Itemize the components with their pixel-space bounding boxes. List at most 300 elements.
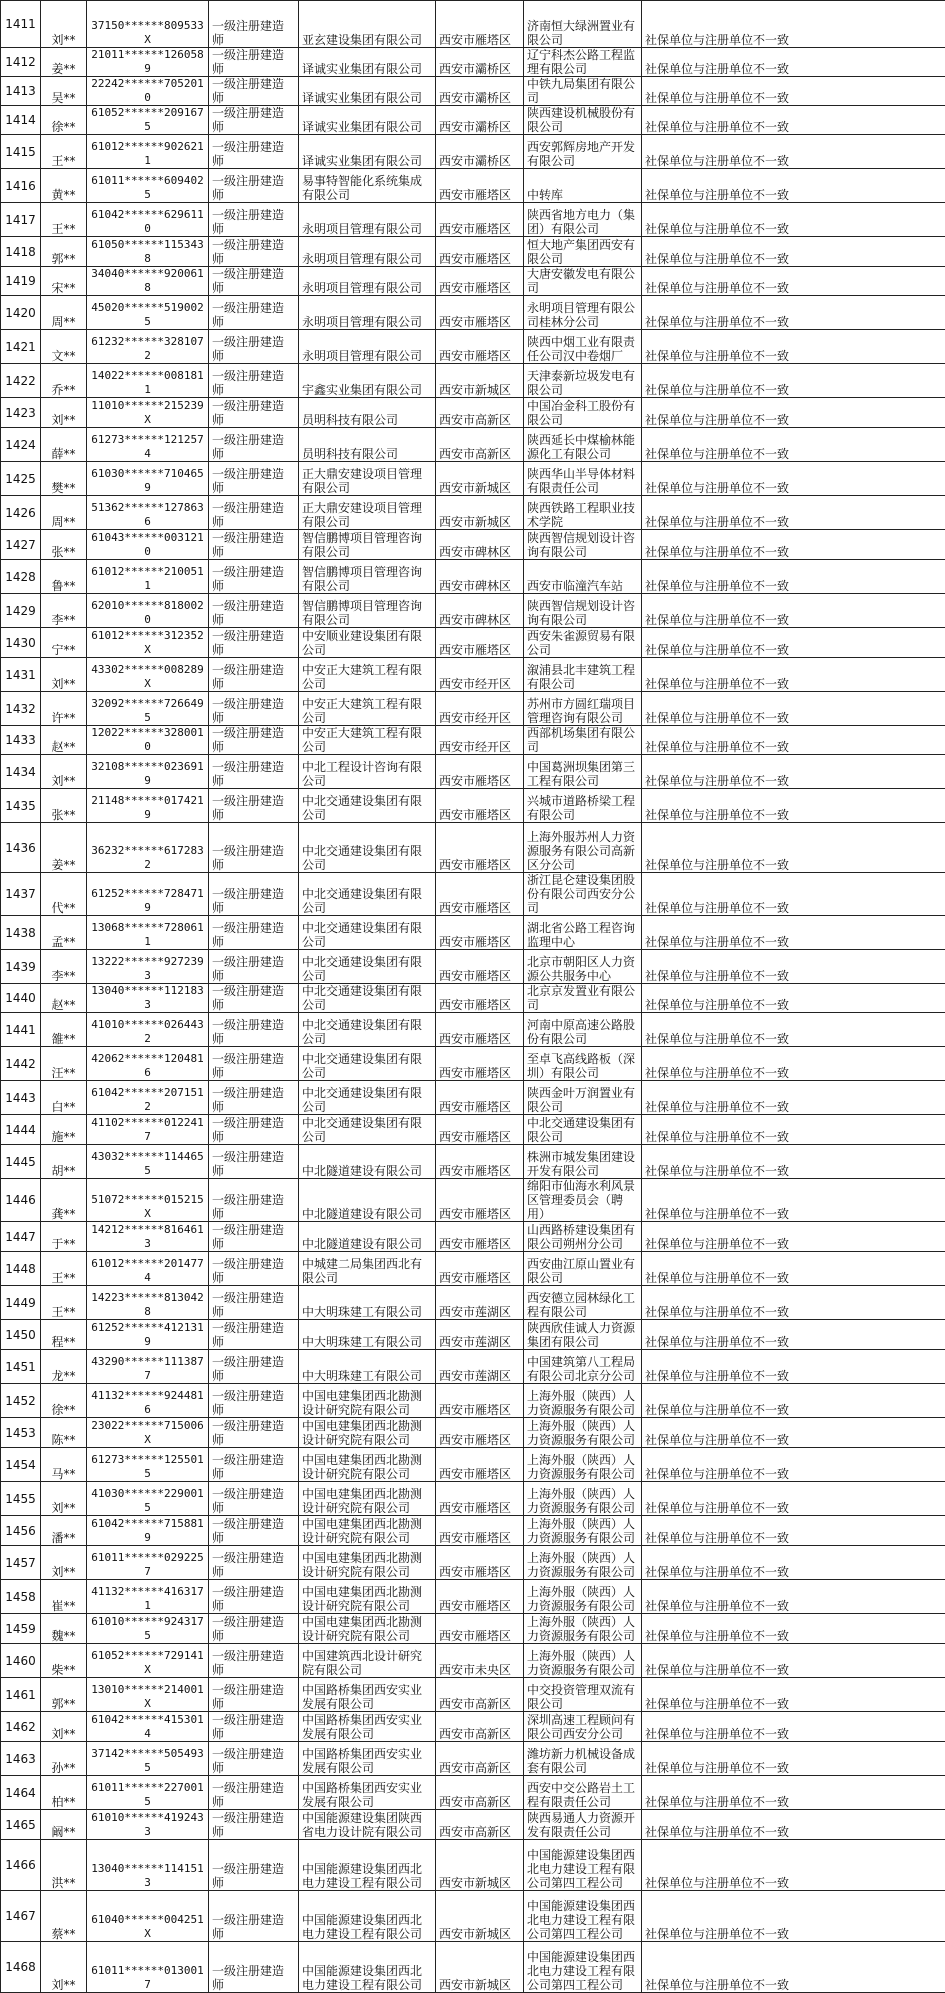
row-note: 社保单位与注册单位不一致 xyxy=(642,1678,945,1712)
row-region: 西安市灞桥区 xyxy=(436,106,524,135)
row-name: 龙** xyxy=(41,1350,87,1384)
row-company: 中北工程设计咨询有限公司 xyxy=(299,755,436,789)
row-grade: 一级注册建造师 xyxy=(209,1891,299,1942)
row-company: 中北交通建设集团有限公司 xyxy=(299,1081,436,1115)
row-name: 刘** xyxy=(41,1712,87,1742)
row-company: 智信鹏博项目管理咨询有限公司 xyxy=(299,530,436,560)
row-grade: 一级注册建造师 xyxy=(209,916,299,950)
row-id: 61011******0292257 xyxy=(87,1546,209,1580)
row-note: 社保单位与注册单位不一致 xyxy=(642,1179,945,1222)
row-company: 员明科技有限公司 xyxy=(299,398,436,428)
row-insured-unit: 深圳高速工程顾问有限公司西安分公司 xyxy=(524,1712,642,1742)
row-region: 西安市灞桥区 xyxy=(436,135,524,169)
row-region: 西安市雁塔区 xyxy=(436,823,524,873)
row-number: 1440 xyxy=(1,984,41,1013)
table-row xyxy=(1,1,945,48)
row-grade: 一级注册建造师 xyxy=(209,169,299,203)
row-grade: 一级注册建造师 xyxy=(209,726,299,755)
row-name: 张** xyxy=(41,789,87,823)
row-name: 吴** xyxy=(41,77,87,106)
row-region: 西安市高新区 xyxy=(436,1742,524,1776)
row-insured-unit: 中北交通建设集团有限公司 xyxy=(524,1115,642,1145)
row-grade: 一级注册建造师 xyxy=(209,1546,299,1580)
row-id: 21011******1260589 xyxy=(87,48,209,77)
table-row xyxy=(1,1712,945,1742)
row-region: 西安市新城区 xyxy=(436,496,524,530)
row-region: 西安市雁塔区 xyxy=(436,950,524,984)
row-note: 社保单位与注册单位不一致 xyxy=(642,106,945,135)
row-id: 61011******0130017 xyxy=(87,1942,209,1993)
row-grade: 一级注册建造师 xyxy=(209,789,299,823)
row-number: 1420 xyxy=(1,296,41,330)
row-name: 王** xyxy=(41,135,87,169)
row-grade: 一级注册建造师 xyxy=(209,1179,299,1222)
row-company: 中国路桥集团西安实业发展有限公司 xyxy=(299,1776,436,1810)
table-row xyxy=(1,1942,945,1993)
row-region: 西安市新城区 xyxy=(436,1891,524,1942)
row-name: 李** xyxy=(41,594,87,628)
row-insured-unit: 济南恒大绿洲置业有限公司 xyxy=(524,1,642,48)
row-company: 译诚实业集团有限公司 xyxy=(299,48,436,77)
row-insured-unit: 陕西建设机械股份有限公司 xyxy=(524,106,642,135)
row-insured-unit: 上海外服苏州人力资源服务有限公司高新区分公司 xyxy=(524,823,642,873)
row-region: 西安市灞桥区 xyxy=(436,48,524,77)
row-company: 永明项目管理有限公司 xyxy=(299,237,436,267)
row-note: 社保单位与注册单位不一致 xyxy=(642,984,945,1013)
table-row xyxy=(1,330,945,364)
row-number: 1423 xyxy=(1,398,41,428)
row-grade: 一级注册建造师 xyxy=(209,267,299,296)
row-name: 刘** xyxy=(41,1,87,48)
row-id: 14212******8164613 xyxy=(87,1222,209,1252)
row-grade: 一级注册建造师 xyxy=(209,77,299,106)
row-region: 西安市雁塔区 xyxy=(436,1013,524,1047)
row-company: 中国路桥集团西安实业发展有限公司 xyxy=(299,1742,436,1776)
row-grade: 一级注册建造师 xyxy=(209,1840,299,1891)
row-id: 61030******7104659 xyxy=(87,462,209,496)
row-region: 西安市未央区 xyxy=(436,1644,524,1678)
row-id: 11010******215239X xyxy=(87,398,209,428)
row-company: 中城建二局集团西北有限公司 xyxy=(299,1252,436,1286)
row-number: 1438 xyxy=(1,916,41,950)
row-id: 22242******7052010 xyxy=(87,77,209,106)
table-row xyxy=(1,1384,945,1418)
row-company: 译诚实业集团有限公司 xyxy=(299,106,436,135)
table-body xyxy=(1,1,945,1993)
row-grade: 一级注册建造师 xyxy=(209,1222,299,1252)
row-id: 61042******2071512 xyxy=(87,1081,209,1115)
row-id: 61052******2091675 xyxy=(87,106,209,135)
row-company: 正大鼎安建设项目管理有限公司 xyxy=(299,496,436,530)
row-grade: 一级注册建造师 xyxy=(209,950,299,984)
table-row xyxy=(1,1286,945,1320)
row-region: 西安市高新区 xyxy=(436,1810,524,1840)
row-id: 61012******9026211 xyxy=(87,135,209,169)
row-insured-unit: 中国葛洲坝集团第三工程有限公司 xyxy=(524,755,642,789)
row-number: 1465 xyxy=(1,1810,41,1840)
row-company: 中国电建集团西北勘测设计研究院有限公司 xyxy=(299,1580,436,1614)
row-company: 智信鹏博项目管理咨询有限公司 xyxy=(299,560,436,594)
row-number: 1460 xyxy=(1,1644,41,1678)
row-note: 社保单位与注册单位不一致 xyxy=(642,1418,945,1448)
table-row xyxy=(1,77,945,106)
row-note: 社保单位与注册单位不一致 xyxy=(642,1448,945,1482)
row-name: 王** xyxy=(41,1252,87,1286)
row-grade: 一级注册建造师 xyxy=(209,1580,299,1614)
table-row xyxy=(1,462,945,496)
row-grade: 一级注册建造师 xyxy=(209,1482,299,1516)
row-insured-unit: 陕西延长中煤榆林能源化工有限公司 xyxy=(524,428,642,462)
row-insured-unit: 绵阳市仙海水利风景区管理委员会（聘用） xyxy=(524,1179,642,1222)
row-company: 中北交通建设集团有限公司 xyxy=(299,1047,436,1081)
row-region: 西安市高新区 xyxy=(436,1678,524,1712)
row-id: 41132******4163171 xyxy=(87,1580,209,1614)
row-id: 13010******214001X xyxy=(87,1678,209,1712)
table-row xyxy=(1,203,945,237)
row-region: 西安市雁塔区 xyxy=(436,1081,524,1115)
row-grade: 一级注册建造师 xyxy=(209,106,299,135)
table-row xyxy=(1,106,945,135)
row-name: 胡** xyxy=(41,1145,87,1179)
row-region: 西安市雁塔区 xyxy=(436,1179,524,1222)
row-grade: 一级注册建造师 xyxy=(209,330,299,364)
row-company: 中国电建集团西北勘测设计研究院有限公司 xyxy=(299,1516,436,1546)
row-company: 中北隧道建设有限公司 xyxy=(299,1222,436,1252)
row-note: 社保单位与注册单位不一致 xyxy=(642,692,945,726)
row-id: 61012******312352X xyxy=(87,628,209,658)
row-note: 社保单位与注册单位不一致 xyxy=(642,1145,945,1179)
table-row xyxy=(1,1418,945,1448)
row-name: 张** xyxy=(41,530,87,560)
row-name: 程** xyxy=(41,1320,87,1350)
row-region: 西安市新城区 xyxy=(436,1840,524,1891)
row-number: 1457 xyxy=(1,1546,41,1580)
row-name: 周** xyxy=(41,496,87,530)
row-id: 61252******4121319 xyxy=(87,1320,209,1350)
row-grade: 一级注册建造师 xyxy=(209,1252,299,1286)
row-name: 柏** xyxy=(41,1776,87,1810)
row-region: 西安市雁塔区 xyxy=(436,1252,524,1286)
row-insured-unit: 上海外服（陕西）人力资源服务有限公司 xyxy=(524,1418,642,1448)
row-note: 社保单位与注册单位不一致 xyxy=(642,1546,945,1580)
row-note: 社保单位与注册单位不一致 xyxy=(642,1580,945,1614)
row-region: 西安市雁塔区 xyxy=(436,1482,524,1516)
row-insured-unit: 北京市朝阳区人力资源公共服务中心 xyxy=(524,950,642,984)
table-row xyxy=(1,1222,945,1252)
row-region: 西安市莲湖区 xyxy=(436,1286,524,1320)
row-region: 西安市雁塔区 xyxy=(436,873,524,916)
row-name: 樊** xyxy=(41,462,87,496)
row-region: 西安市雁塔区 xyxy=(436,1,524,48)
row-grade: 一级注册建造师 xyxy=(209,1,299,48)
row-insured-unit: 陕西智信规划设计咨询有限公司 xyxy=(524,530,642,560)
row-name: 蔡** xyxy=(41,1891,87,1942)
row-name: 薛** xyxy=(41,428,87,462)
row-insured-unit: 苏州市方圆红瑞项目管理咨询有限公司 xyxy=(524,692,642,726)
row-note: 社保单位与注册单位不一致 xyxy=(642,203,945,237)
row-grade: 一级注册建造师 xyxy=(209,1320,299,1350)
row-insured-unit: 西安郭辉房地产开发有限公司 xyxy=(524,135,642,169)
row-id: 51362******1278636 xyxy=(87,496,209,530)
row-region: 西安市高新区 xyxy=(436,1712,524,1742)
row-company: 中北交通建设集团有限公司 xyxy=(299,823,436,873)
row-note: 社保单位与注册单位不一致 xyxy=(642,1047,945,1081)
row-note: 社保单位与注册单位不一致 xyxy=(642,1482,945,1516)
row-region: 西安市新城区 xyxy=(436,462,524,496)
row-grade: 一级注册建造师 xyxy=(209,1614,299,1644)
row-number: 1424 xyxy=(1,428,41,462)
row-number: 1455 xyxy=(1,1482,41,1516)
row-note: 社保单位与注册单位不一致 xyxy=(642,560,945,594)
row-id: 61011******6094025 xyxy=(87,169,209,203)
row-id: 37142******5054935 xyxy=(87,1742,209,1776)
row-name: 姜** xyxy=(41,823,87,873)
row-note: 社保单位与注册单位不一致 xyxy=(642,1742,945,1776)
row-region: 西安市雁塔区 xyxy=(436,1384,524,1418)
row-note: 社保单位与注册单位不一致 xyxy=(642,135,945,169)
row-number: 1426 xyxy=(1,496,41,530)
row-number: 1450 xyxy=(1,1320,41,1350)
row-name: 宁** xyxy=(41,628,87,658)
row-region: 西安市雁塔区 xyxy=(436,628,524,658)
row-insured-unit: 河南中原高速公路股份有限公司 xyxy=(524,1013,642,1047)
row-note: 社保单位与注册单位不一致 xyxy=(642,823,945,873)
row-note: 社保单位与注册单位不一致 xyxy=(642,267,945,296)
row-note: 社保单位与注册单位不一致 xyxy=(642,658,945,692)
row-insured-unit: 陕西省地方电力（集团）有限公司 xyxy=(524,203,642,237)
row-insured-unit: 潍坊新力机械设备成套有限公司 xyxy=(524,1742,642,1776)
row-note: 社保单位与注册单位不一致 xyxy=(642,1115,945,1145)
row-insured-unit: 山西路桥建设集团有限公司朔州分公司 xyxy=(524,1222,642,1252)
table-row xyxy=(1,789,945,823)
table-row xyxy=(1,496,945,530)
row-number: 1431 xyxy=(1,658,41,692)
row-insured-unit: 西安曲江原山置业有限公司 xyxy=(524,1252,642,1286)
row-id: 61042******7158819 xyxy=(87,1516,209,1546)
row-insured-unit: 中铁九局集团有限公司 xyxy=(524,77,642,106)
row-insured-unit: 大唐安徽发电有限公司 xyxy=(524,267,642,296)
row-grade: 一级注册建造师 xyxy=(209,560,299,594)
row-company: 中北交通建设集团有限公司 xyxy=(299,984,436,1013)
row-number: 1452 xyxy=(1,1384,41,1418)
row-company: 中北交通建设集团有限公司 xyxy=(299,873,436,916)
row-id: 13040******1121833 xyxy=(87,984,209,1013)
row-insured-unit: 陕西欣佳诚人力资源集团有限公司 xyxy=(524,1320,642,1350)
row-name: 郭** xyxy=(41,1678,87,1712)
table-row xyxy=(1,1013,945,1047)
row-note: 社保单位与注册单位不一致 xyxy=(642,530,945,560)
row-company: 中大明珠建工有限公司 xyxy=(299,1286,436,1320)
row-name: 刘** xyxy=(41,658,87,692)
row-grade: 一级注册建造师 xyxy=(209,755,299,789)
row-company: 亚玄建设集团有限公司 xyxy=(299,1,436,48)
row-id: 21148******0174219 xyxy=(87,789,209,823)
row-company: 永明项目管理有限公司 xyxy=(299,267,436,296)
row-number: 1436 xyxy=(1,823,41,873)
row-grade: 一级注册建造师 xyxy=(209,1448,299,1482)
row-note: 社保单位与注册单位不一致 xyxy=(642,873,945,916)
row-number: 1437 xyxy=(1,873,41,916)
row-grade: 一级注册建造师 xyxy=(209,1644,299,1678)
table-row xyxy=(1,1678,945,1712)
row-grade: 一级注册建造师 xyxy=(209,1145,299,1179)
row-region: 西安市经开区 xyxy=(436,726,524,755)
row-number: 1445 xyxy=(1,1145,41,1179)
row-note: 社保单位与注册单位不一致 xyxy=(642,1516,945,1546)
row-insured-unit: 上海外服（陕西）人力资源服务有限公司 xyxy=(524,1384,642,1418)
row-company: 中国能源建设集团西北电力建设工程有限公司 xyxy=(299,1840,436,1891)
row-name: 许** xyxy=(41,692,87,726)
row-insured-unit: 陕西铁路工程职业技术学院 xyxy=(524,496,642,530)
row-region: 西安市雁塔区 xyxy=(436,1047,524,1081)
row-name: 赵** xyxy=(41,984,87,1013)
row-grade: 一级注册建造师 xyxy=(209,594,299,628)
row-number: 1425 xyxy=(1,462,41,496)
row-company: 中大明珠建工有限公司 xyxy=(299,1320,436,1350)
row-note: 社保单位与注册单位不一致 xyxy=(642,1350,945,1384)
row-number: 1462 xyxy=(1,1712,41,1742)
row-company: 中国能源建设集团陕西省电力设计院有限公司 xyxy=(299,1810,436,1840)
row-company: 中国能源建设集团西北电力建设工程有限公司 xyxy=(299,1891,436,1942)
row-grade: 一级注册建造师 xyxy=(209,1516,299,1546)
table-row xyxy=(1,296,945,330)
table-row xyxy=(1,267,945,296)
table-row xyxy=(1,692,945,726)
row-insured-unit: 湖北省公路工程咨询监理中心 xyxy=(524,916,642,950)
row-note: 社保单位与注册单位不一致 xyxy=(642,1,945,48)
row-note: 社保单位与注册单位不一致 xyxy=(642,428,945,462)
row-number: 1461 xyxy=(1,1678,41,1712)
row-insured-unit: 永明项目管理有限公司桂林分公司 xyxy=(524,296,642,330)
row-note: 社保单位与注册单位不一致 xyxy=(642,296,945,330)
row-id: 43302******008289X xyxy=(87,658,209,692)
row-grade: 一级注册建造师 xyxy=(209,48,299,77)
row-name: 白** xyxy=(41,1081,87,1115)
row-name: 孟** xyxy=(41,916,87,950)
row-company: 中国电建集团西北勘测设计研究院有限公司 xyxy=(299,1482,436,1516)
row-id: 41010******0264432 xyxy=(87,1013,209,1047)
row-insured-unit: 中国能源建设集团西北电力建设工程有限公司第四工程公司 xyxy=(524,1942,642,1993)
table-row xyxy=(1,169,945,203)
row-grade: 一级注册建造师 xyxy=(209,1384,299,1418)
row-company: 永明项目管理有限公司 xyxy=(299,296,436,330)
row-number: 1459 xyxy=(1,1614,41,1644)
row-note: 社保单位与注册单位不一致 xyxy=(642,755,945,789)
row-number: 1418 xyxy=(1,237,41,267)
row-grade: 一级注册建造师 xyxy=(209,135,299,169)
row-number: 1422 xyxy=(1,364,41,398)
row-company: 中国电建集团西北勘测设计研究院有限公司 xyxy=(299,1418,436,1448)
row-number: 1448 xyxy=(1,1252,41,1286)
row-insured-unit: 西安德立园林绿化工程有限公司 xyxy=(524,1286,642,1320)
row-id: 61232******3281072 xyxy=(87,330,209,364)
row-number: 1416 xyxy=(1,169,41,203)
row-name: 黄** xyxy=(41,169,87,203)
row-grade: 一级注册建造师 xyxy=(209,873,299,916)
row-region: 西安市雁塔区 xyxy=(436,1222,524,1252)
row-region: 西安市新城区 xyxy=(436,364,524,398)
row-company: 中北交通建设集团有限公司 xyxy=(299,916,436,950)
row-name: 汪** xyxy=(41,1047,87,1081)
row-id: 13068******7280611 xyxy=(87,916,209,950)
table-row xyxy=(1,726,945,755)
row-company: 中国电建集团西北勘测设计研究院有限公司 xyxy=(299,1614,436,1644)
row-name: 洪** xyxy=(41,1840,87,1891)
row-region: 西安市雁塔区 xyxy=(436,789,524,823)
row-name: 马** xyxy=(41,1448,87,1482)
row-id: 61052******729141X xyxy=(87,1644,209,1678)
row-company: 中国电建集团西北勘测设计研究院有限公司 xyxy=(299,1546,436,1580)
row-id: 61010******4192433 xyxy=(87,1810,209,1840)
row-name: 李** xyxy=(41,950,87,984)
row-id: 36232******6172832 xyxy=(87,823,209,873)
row-id: 13040******1141513 xyxy=(87,1840,209,1891)
table-row xyxy=(1,1776,945,1810)
row-company: 员明科技有限公司 xyxy=(299,428,436,462)
row-region: 西安市莲湖区 xyxy=(436,1350,524,1384)
row-grade: 一级注册建造师 xyxy=(209,1350,299,1384)
row-number: 1468 xyxy=(1,1942,41,1993)
row-id: 62010******8180020 xyxy=(87,594,209,628)
row-number: 1429 xyxy=(1,594,41,628)
row-company: 译诚实业集团有限公司 xyxy=(299,77,436,106)
row-note: 社保单位与注册单位不一致 xyxy=(642,1840,945,1891)
row-company: 中国电建集团西北勘测设计研究院有限公司 xyxy=(299,1448,436,1482)
table-row xyxy=(1,1350,945,1384)
row-region: 西安市高新区 xyxy=(436,428,524,462)
row-insured-unit: 溆浦县北丰建筑工程有限公司 xyxy=(524,658,642,692)
table-row xyxy=(1,1448,945,1482)
row-region: 西安市经开区 xyxy=(436,692,524,726)
row-id: 14022******0081811 xyxy=(87,364,209,398)
row-note: 社保单位与注册单位不一致 xyxy=(642,169,945,203)
row-company: 正大鼎安建设项目管理有限公司 xyxy=(299,462,436,496)
row-grade: 一级注册建造师 xyxy=(209,203,299,237)
row-note: 社保单位与注册单位不一致 xyxy=(642,496,945,530)
row-id: 61273******1212574 xyxy=(87,428,209,462)
row-id: 43032******1144655 xyxy=(87,1145,209,1179)
row-name: 周** xyxy=(41,296,87,330)
row-id: 45020******5190025 xyxy=(87,296,209,330)
table-row xyxy=(1,1516,945,1546)
row-id: 42062******1204816 xyxy=(87,1047,209,1081)
row-number: 1441 xyxy=(1,1013,41,1047)
row-grade: 一级注册建造师 xyxy=(209,237,299,267)
row-company: 永明项目管理有限公司 xyxy=(299,203,436,237)
row-region: 西安市雁塔区 xyxy=(436,1115,524,1145)
row-note: 社保单位与注册单位不一致 xyxy=(642,1013,945,1047)
row-name: 魏** xyxy=(41,1614,87,1644)
row-number: 1456 xyxy=(1,1516,41,1546)
row-id: 61011******2270015 xyxy=(87,1776,209,1810)
row-number: 1449 xyxy=(1,1286,41,1320)
table-row xyxy=(1,1145,945,1179)
row-grade: 一级注册建造师 xyxy=(209,1115,299,1145)
row-note: 社保单位与注册单位不一致 xyxy=(642,237,945,267)
row-company: 永明项目管理有限公司 xyxy=(299,330,436,364)
row-grade: 一级注册建造师 xyxy=(209,530,299,560)
row-number: 1443 xyxy=(1,1081,41,1115)
row-number: 1453 xyxy=(1,1418,41,1448)
row-id: 34040******9200618 xyxy=(87,267,209,296)
row-id: 14223******8130428 xyxy=(87,1286,209,1320)
row-name: 徐** xyxy=(41,106,87,135)
row-region: 西安市雁塔区 xyxy=(436,916,524,950)
row-region: 西安市雁塔区 xyxy=(436,1418,524,1448)
row-insured-unit: 上海外服（陕西）人力资源服务有限公司 xyxy=(524,1448,642,1482)
row-region: 西安市雁塔区 xyxy=(436,169,524,203)
row-name: 徐** xyxy=(41,1384,87,1418)
